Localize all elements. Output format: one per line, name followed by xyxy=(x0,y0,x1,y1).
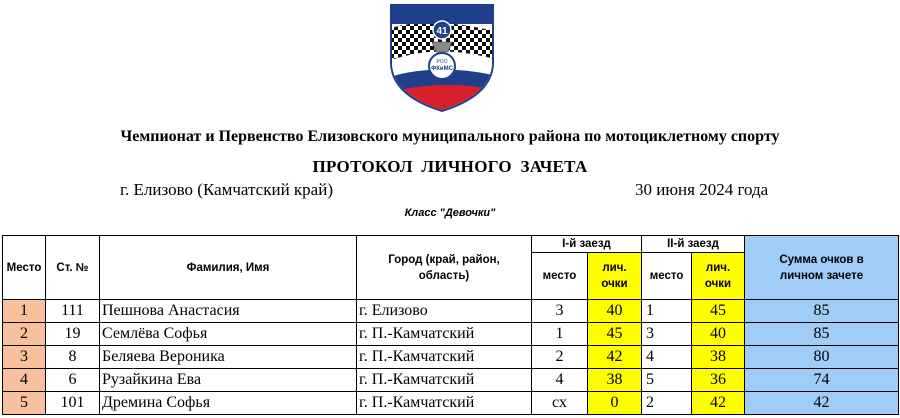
table-row xyxy=(3,392,899,415)
header-total: Сумма очков в личном зачете xyxy=(745,236,899,300)
row-place: 3 xyxy=(3,346,46,369)
row-race2-points: 40 xyxy=(692,323,745,346)
row-race2-points: 38 xyxy=(692,346,745,369)
row-total: 80 xyxy=(745,346,899,369)
organization-logo xyxy=(386,2,498,112)
row-start-number: 111 xyxy=(46,300,100,323)
row-race2-place: 5 xyxy=(642,369,692,392)
svg-text:ФКиМС: ФКиМС xyxy=(431,66,453,72)
championship-title: Чемпионат и Первенство Елизовского муниципального района по мотоциклетному спорту xyxy=(120,128,780,145)
row-city: г. П.-Камчатский xyxy=(357,323,532,346)
row-city: г. П.-Камчатский xyxy=(357,346,532,369)
row-race1-points: 38 xyxy=(588,369,642,392)
table-row xyxy=(3,323,899,346)
row-race1-place: 3 xyxy=(532,300,588,323)
header-race2-place: место xyxy=(642,253,692,300)
row-start-number: 101 xyxy=(46,392,100,415)
header-city: Город (край, район, область) xyxy=(357,236,532,300)
row-race2-points: 42 xyxy=(692,392,745,415)
row-name: Пешнова Анастасия xyxy=(100,300,357,323)
results-table xyxy=(2,235,899,415)
header-race-2: II-й заезд xyxy=(642,236,745,253)
row-name: Рузайкина Ева xyxy=(100,369,357,392)
row-race2-place: 2 xyxy=(642,392,692,415)
row-start-number: 19 xyxy=(46,323,100,346)
row-total: 74 xyxy=(745,369,899,392)
row-place: 4 xyxy=(3,369,46,392)
row-race2-place: 3 xyxy=(642,323,692,346)
table-row xyxy=(3,300,899,323)
event-date: 30 июня 2024 года xyxy=(635,180,769,199)
row-start-number: 6 xyxy=(46,369,100,392)
row-race1-points: 40 xyxy=(588,300,642,323)
row-race2-points: 45 xyxy=(692,300,745,323)
row-race1-place: сх xyxy=(532,392,588,415)
header-race1-points: лич. очки xyxy=(588,253,642,300)
row-total: 85 xyxy=(745,323,899,346)
row-city: г. П.-Камчатский xyxy=(357,369,532,392)
header-place: Место xyxy=(3,236,46,300)
row-total: 85 xyxy=(745,300,899,323)
svg-text:41: 41 xyxy=(436,26,448,37)
header-race2-points: лич. очки xyxy=(692,253,745,300)
svg-text:РОО: РОО xyxy=(436,59,448,65)
row-race1-points: 42 xyxy=(588,346,642,369)
row-race1-place: 1 xyxy=(532,323,588,346)
header-race1-place: место xyxy=(532,253,588,300)
row-start-number: 8 xyxy=(46,346,100,369)
row-city: г. Елизово xyxy=(357,300,532,323)
class-label: Класс "Девочки" xyxy=(404,207,496,219)
row-place: 5 xyxy=(3,392,46,415)
protocol-title: ПРОТОКОЛ ЛИЧНОГО ЗАЧЕТА xyxy=(312,157,588,176)
event-location: г. Елизово (Камчатский край) xyxy=(120,180,333,199)
row-name: Беляева Вероника xyxy=(100,346,357,369)
row-race1-place: 2 xyxy=(532,346,588,369)
row-race2-place: 4 xyxy=(642,346,692,369)
row-race1-place: 4 xyxy=(532,369,588,392)
row-name: Семлёва Софья xyxy=(100,323,357,346)
row-race2-points: 36 xyxy=(692,369,745,392)
header-race-1: I-й заезд xyxy=(532,236,642,253)
row-total: 42 xyxy=(745,392,899,415)
row-race1-points: 45 xyxy=(588,323,642,346)
table-row xyxy=(3,346,899,369)
row-name: Дремина Софья xyxy=(100,392,357,415)
row-place: 2 xyxy=(3,323,46,346)
row-race1-points: 0 xyxy=(588,392,642,415)
header-start-number: Ст. № xyxy=(46,236,100,300)
row-race2-place: 1 xyxy=(642,300,692,323)
table-row xyxy=(3,369,899,392)
row-city: г. П.-Камчатский xyxy=(357,392,532,415)
row-place: 1 xyxy=(3,300,46,323)
header-name: Фамилия, Имя xyxy=(100,236,357,300)
